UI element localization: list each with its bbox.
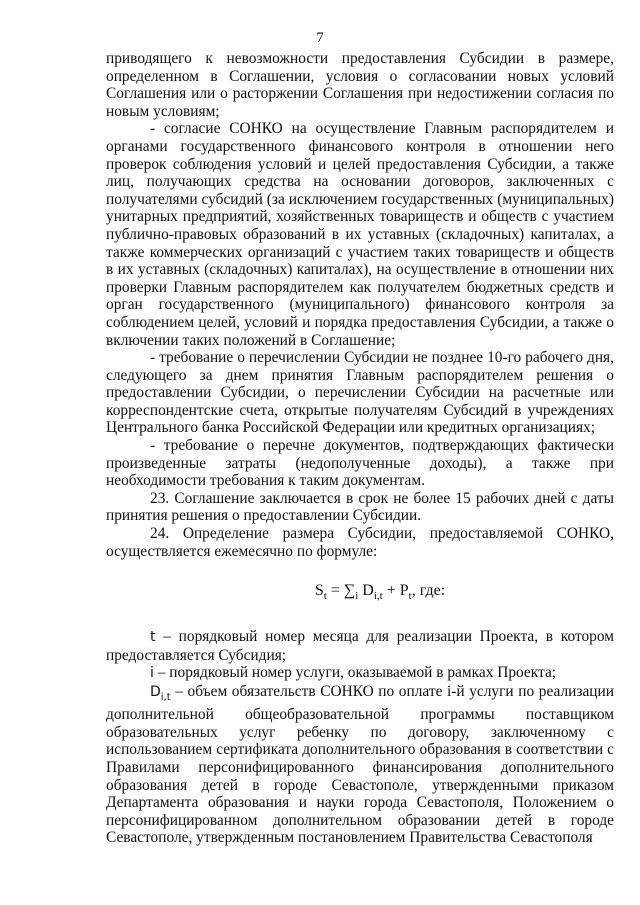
formula-sum-subscript: i [355,590,359,603]
subsidy-formula [106,582,614,606]
formula-term-subscript: i,t [373,590,383,603]
definition-t [106,628,614,664]
paragraph-continuation: приводящего к невозможности предоставления Субсидии в размере, определенном в Соглашении, условия о согласовании новых условий Соглашения или о расторжении Соглашения при недостижении согласия по новым условиям; [106,50,614,120]
formula-plus-subscript: t [408,590,412,603]
page-number: 7 [316,30,324,46]
definition-i-text: – порядковый номер услуги, оказываемой в рамках Проекта; [153,664,557,682]
definition-i [106,664,614,683]
variable-d-subscript: i,t [160,691,171,703]
formula-equals-sum: = ∑ [326,582,356,600]
paragraph-item-23: 23. Соглашение заключается в срок не более 15 рабочих дней с даты принятия решения о предоставлении Субсидии. [106,489,614,525]
formula-lhs: S [314,582,324,600]
formula-tail: , где: [411,582,446,600]
paragraph-documents-requirement: - требование о перечне документов, подтверждающих фактически произведенные затраты (недополученные доходы), а также при необходимости требования к таким документам. [106,437,614,490]
paragraph-consent-clause: - согласие СОНКО на осуществление Главным распорядителем и органами государственного финансового контроля в отношении него проверок соблюдения условий и целей предоставления Субсидии, а также лиц, получающих средства на основании договоров, заключенных с получателями субсидий (за исключением государственных (муниципальных) унитарных предприятий, хозяйственных товариществ и обществ с участием публично-правовых образований в их уставных (складочных) капиталах, а также коммерческих организаций с участием таких товариществ и обществ в их уставных (складочных) капиталах), на осуществление в отношении них проверки Главным распорядителем как получателем бюджетных средств и орган государственного (муниципального) финансового контроля за соблюдением целей, условий и порядка предоставления Субсидии, а также о включении таких положений в Соглашение; [106,120,614,349]
paragraph-transfer-requirement: - требование о перечислении Субсидии не позднее 10-го рабочего дня, следующего за днем принятия Главным распорядителем решения о предоставлении Субсидии, о перечислении Субсидии на расчетные или корреспондентские счета, открытые получателям Субсидий в учреждениях Центрального банка Российской Федерации или кредитных организациях; [106,349,614,437]
definition-t-text: – порядковый номер месяца для реализации Проекта, в котором предоставляется Субсидия; [106,628,614,664]
formula-term: D [358,582,374,600]
variable-d-letter: D [150,683,161,700]
document-body [106,50,614,847]
paragraph-item-24: 24. Определение размера Субсидии, предоставляемой СОНКО, осуществляется ежемесячно по формуле: [106,525,614,560]
variable-i: i [150,665,154,682]
formula-plus: + P [382,582,409,600]
definition-d-text: – объем обязательств СОНКО по оплате i-й услуги по реализации дополнительной общеобразовательной программы поставщиком образовательных услуг ребенку по договору, заключенному с использованием сертификата дополнительного образования в соответствии с Правилами персонифицированного финансирования дополнительного образования детей в городе Севастополе, утвержденными приказом Департамента образования и науки города Севастополя, Положением о персонифицированном дополнительном образовании детей в городе Севастополе, утвержденным постановлением Правительства Севастополя [106,682,614,847]
variable-d [150,683,171,703]
definition-d [106,683,614,847]
formula-lhs-subscript: t [323,590,327,603]
variable-t: t [150,629,156,645]
